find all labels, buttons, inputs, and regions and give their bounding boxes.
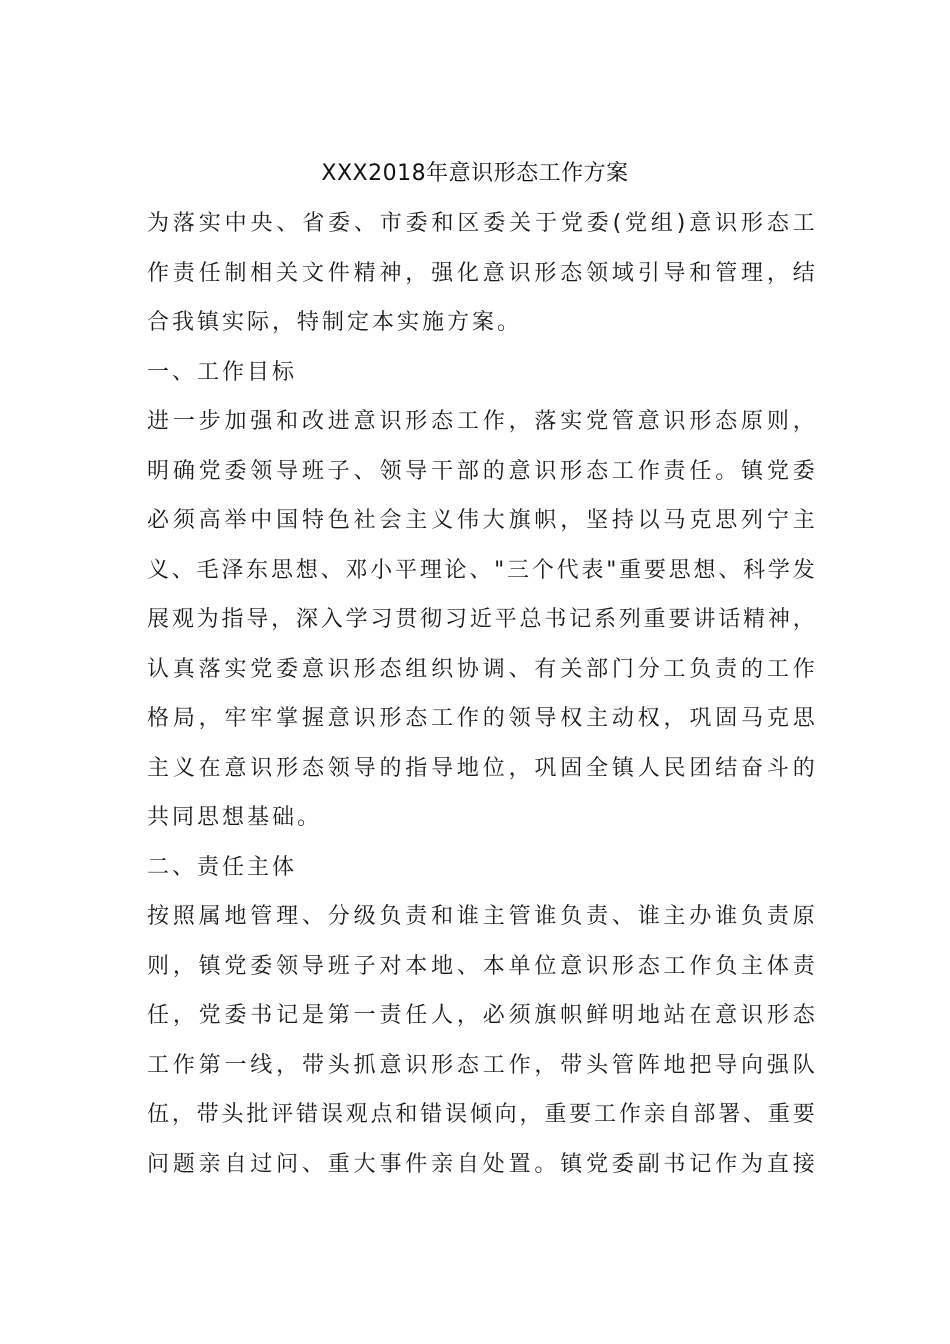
- text-line: 必须高举中国特色社会主义伟大旗帜，坚持以马克思列宁主: [147, 508, 815, 533]
- text-line: 问题亲自过问、重大事件亲自处置。镇党委副书记作为直接: [147, 1151, 815, 1177]
- text-line: 明确党委领导班子、领导干部的意识形态工作责任。镇党委: [147, 458, 815, 484]
- section-heading: 二、责任主体: [147, 854, 298, 880]
- text-line: 进一步加强和改进意识形态工作，落实党管意识形态原则，: [147, 409, 815, 434]
- text-line: 伍，带头批评错误观点和错误倾向，重要工作亲自部署、重要: [147, 1102, 815, 1127]
- text-line: 工作第一线，带头抓意识形态工作，带头管阵地把导向强队: [147, 1052, 815, 1078]
- text-line: 格局，牢牢掌握意识形态工作的领导权主动权，巩固马克思: [147, 706, 815, 731]
- text-line: 任，党委书记是第一责任人，必须旗帜鲜明地站在意识形态: [147, 1003, 815, 1028]
- text-line: 共同思想基础。: [147, 805, 323, 830]
- text-line: 认真落实党委意识形态组织协调、有关部门分工负责的工作: [147, 656, 815, 682]
- text-line: 按照属地管理、分级负责和谁主管谁负责、谁主办谁负责原: [147, 904, 815, 929]
- text-line: 义、毛泽东思想、邓小平理论、"三个代表"重要思想、科学发: [147, 557, 815, 583]
- text-line: 为落实中央、省委、市委和区委关于党委(党组)意识形态工: [147, 211, 815, 236]
- section-heading: 一、工作目标: [147, 359, 298, 385]
- text-line: 展观为指导，深入学习贯彻习近平总书记系列重要讲话精神，: [147, 607, 815, 632]
- text-line: 则，镇党委领导班子对本地、本单位意识形态工作负主体责: [147, 953, 815, 979]
- document-title: XXX2018年意识形态工作方案: [321, 161, 629, 186]
- document-body: [147, 204, 815, 1194]
- text-line: 合我镇实际，特制定本实施方案。: [147, 310, 523, 335]
- text-line: 作责任制相关文件精神，强化意识形态领域引导和管理，结: [147, 260, 815, 286]
- text-line: 主义在意识形态领导的指导地位，巩固全镇人民团结奋斗的: [147, 755, 815, 781]
